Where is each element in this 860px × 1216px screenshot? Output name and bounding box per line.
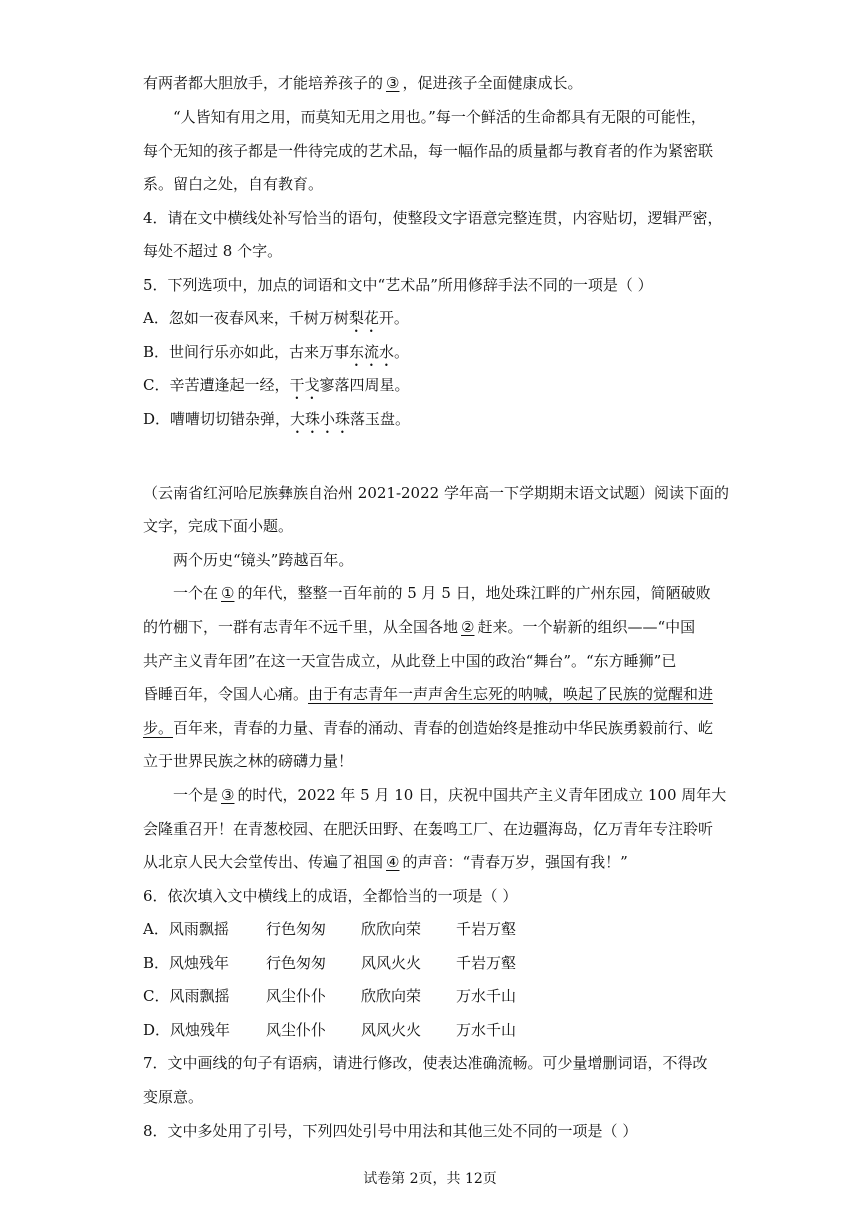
question-5-option-d <box>143 408 410 437</box>
underlined-sentence-end: 步。 <box>143 719 174 737</box>
text: 寥落四周星。 <box>319 376 410 394</box>
text: A．忽如一夜春风来，千树万树 <box>143 309 349 327</box>
dotted-word: 梨花 <box>348 309 379 327</box>
question-7-line1: 7．文中画线的句子有语病，请进行修改，使表达准确流畅。可少量增删词语，不得改 <box>143 1054 708 1072</box>
passage2-source-line1: （云南省红河哈尼族彝族自治州 2021-2022 学年高一下学期期末语文试题）阅读下面的 <box>143 484 729 502</box>
option-c-item: 风尘仆仆 <box>266 987 327 1005</box>
question-5-option-b <box>143 341 409 370</box>
option-d-item: 风风火火 <box>361 1021 422 1039</box>
text: 的声音：“青春万岁，强国有我！” <box>402 853 628 871</box>
option-a-item: 千岩万壑 <box>456 920 517 938</box>
text: 的年代，整整一百年前的 5 月 5 日，地处珠江畔的广州东园，简陋破败 <box>237 584 711 602</box>
question-6-stem: 6．依次填入文中横线上的成语，全都恰当的一项是（ ） <box>143 887 518 905</box>
text: 。 <box>394 343 410 361</box>
text: B．世间行乐亦如此，古来万事 <box>143 343 350 361</box>
text: 百年来，青春的力量、青春的涌动、青春的创造始终是推动中华民族勇毅前行、屹 <box>173 719 714 737</box>
passage2-title: 两个历史“镜头”跨越百年。 <box>173 551 354 569</box>
text: 昏睡百年，令国人心痛。 <box>143 685 309 703</box>
text: C．辛苦遭逢起一经， <box>143 376 290 394</box>
passage1-line2: “人皆知有用之用，而莫知无用之用也。”每一个鲜活的生命都具有无限的可能性， <box>173 108 706 126</box>
option-a-item: 欣欣向荣 <box>361 920 422 938</box>
dotted-word: 大珠小珠 <box>290 410 351 428</box>
text: 从北京人民大会堂传出、传遍了祖国 <box>143 853 384 871</box>
question-4-line1: 4．请在文中横线处补写恰当的语句，使整段文字语意完整连贯，内容贴切，逻辑严密， <box>143 209 723 227</box>
passage2-line1 <box>173 582 711 604</box>
question-4-line2: 每处不超过 8 个字。 <box>143 242 283 260</box>
text: 一个在 <box>173 584 219 602</box>
option-a-item: 行色匆匆 <box>266 920 327 938</box>
blank-2: ② <box>461 618 475 636</box>
option-c-item: 万水千山 <box>456 987 517 1005</box>
passage2-line2 <box>143 616 695 638</box>
passage2-line3: 共产主义青年团”在这一天宣告成立，从此登上中国的政治“舞台”。“东方睡狮”已 <box>143 652 677 670</box>
option-b-item: 行色匆匆 <box>266 954 327 972</box>
option-d-item: D．风烛残年 <box>143 1021 231 1039</box>
option-d-item: 万水千山 <box>456 1021 517 1039</box>
text: 落玉盘。 <box>350 410 411 428</box>
passage2-line9 <box>143 851 628 873</box>
text: 一个是 <box>173 786 219 804</box>
dotted-word: 东流水 <box>349 343 395 361</box>
option-b-item: B．风烛残年 <box>143 954 230 972</box>
option-b-item: 千岩万壑 <box>456 954 517 972</box>
question-8-stem: 8．文中多处用了引号，下列四处引号中用法和其他三处不同的一项是（ ） <box>143 1122 638 1140</box>
question-5-stem: 5．下列选项中，加点的词语和文中“艺术品”所用修辞手法不同的一项是（ ） <box>143 276 653 294</box>
text: 有两者都大胆放手，才能培养孩子的 <box>143 74 384 92</box>
text: ，促进孩子全面健康成长。 <box>402 74 583 92</box>
page-footer: 试卷第 2页，共 12页 <box>363 1171 497 1187</box>
text: D．嘈嘈切切错杂弹， <box>143 410 291 428</box>
option-b-item: 风风火火 <box>361 954 422 972</box>
blank-3: ③ <box>386 74 400 92</box>
passage2-line7 <box>173 784 726 806</box>
text: 开。 <box>378 309 409 327</box>
blank-1: ① <box>221 584 235 602</box>
passage1-line4: 系。留白之处，自有教育。 <box>143 175 324 193</box>
passage2-line6: 立于世界民族之林的磅礴力量！ <box>143 752 354 770</box>
passage2-source-line2: 文字，完成下面小题。 <box>143 517 294 535</box>
option-c-item: 欣欣向荣 <box>361 987 422 1005</box>
passage2-line4 <box>143 683 713 705</box>
blank-3: ③ <box>221 786 235 804</box>
passage1-line3: 每个无知的孩子都是一件待完成的艺术品，每一幅作品的质量都与教育者的作为紧密联 <box>143 142 714 160</box>
question-7-line2: 变原意。 <box>143 1088 204 1106</box>
text: 的竹棚下，一群有志青年不远千里，从全国各地 <box>143 618 459 636</box>
option-d-item: 风尘仆仆 <box>266 1021 327 1039</box>
underlined-sentence: 由于有志青年一声声舍生忘死的呐喊，唤起了民族的觉醒和进 <box>308 685 714 703</box>
question-5-option-c <box>143 374 410 403</box>
text: 的时代，2022 年 5 月 10 日，庆祝中国共产主义青年团成立 100 周年大 <box>237 786 727 804</box>
text: 赶来。一个崭新的组织——“中国 <box>477 618 696 636</box>
passage2-line5 <box>143 717 713 739</box>
option-c-item: C．风雨飘摇 <box>143 987 230 1005</box>
blank-4: ④ <box>386 853 400 871</box>
dotted-word: 干戈 <box>289 376 320 394</box>
option-a-item: A．风雨飘摇 <box>143 920 229 938</box>
passage1-line1 <box>143 72 582 94</box>
question-5-option-a <box>143 307 409 336</box>
passage2-line8: 会隆重召开！在青葱校园、在肥沃田野、在轰鸣工厂、在边疆海岛，亿万青年专注聆听 <box>143 820 714 838</box>
